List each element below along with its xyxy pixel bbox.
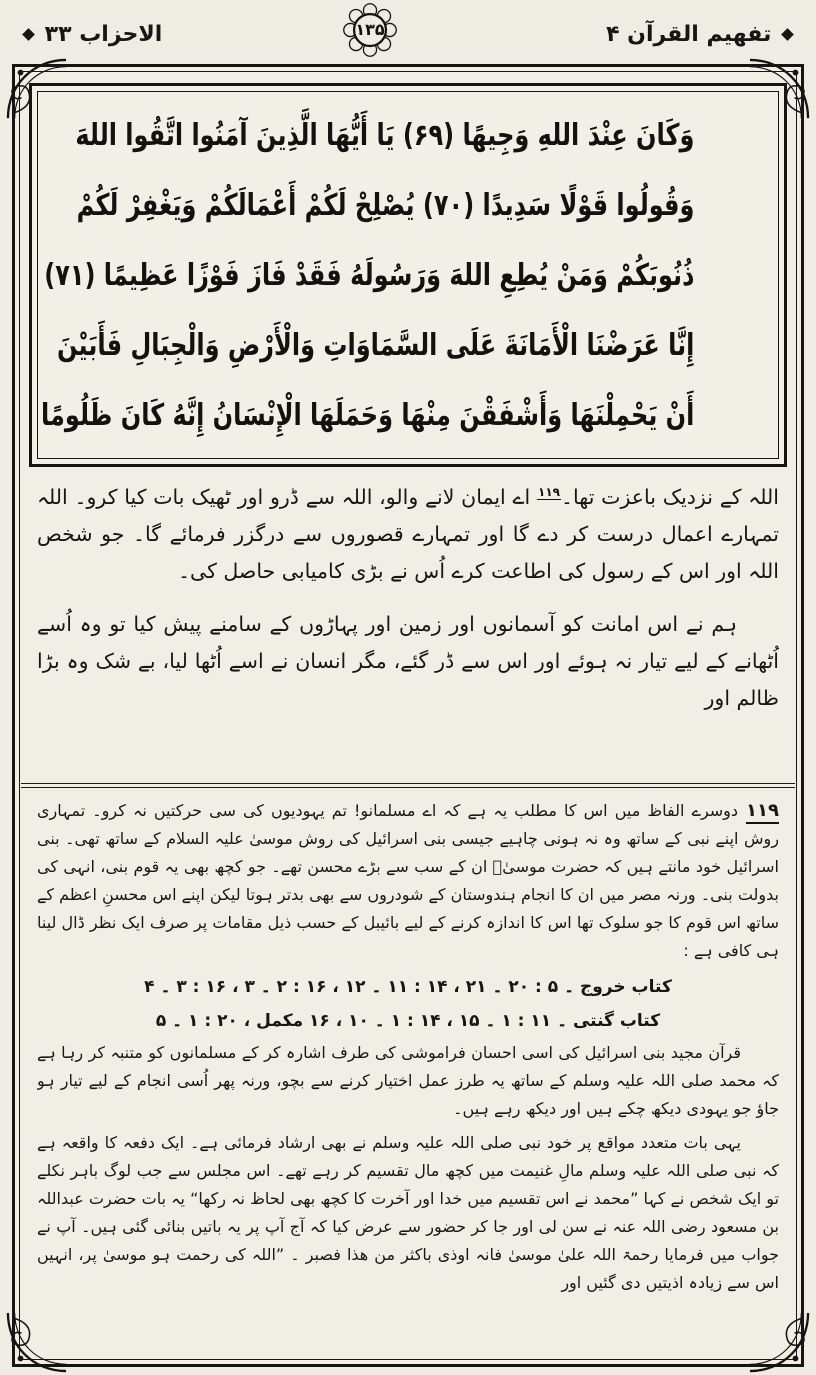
page-header — [14, 6, 802, 62]
footnote-number: ۱۱۹ — [746, 800, 779, 824]
header-ornament-icon — [781, 28, 794, 41]
footnote-paragraph: یہی بات متعدد مواقع پر خود نبی صلی اللہ علیہ وسلم نے بھی ارشاد فرمائی ہے۔ ایک دفعہ کا واقعہ ہے کہ نبی صلی اللہ علیہ وسلم مالِ غنیمت میں کچھ مال تقسیم کر رہے تھے۔ اس مجلس سے جب لوگ باہر نکلے تو ایک شخص نے کہا ”محمد نے اس تقسیم میں خدا اور آخرت کا کچھ بھی لحاظ نہ رکھا“ یہ بات حضرت عبداللہ بن مسعود رضی اللہ عنہ نے سن لی اور جا کر حضور سے عرض کیا کہ آج آپ پر یہ باتیں بنائی گئی ہیں۔ آپ نے جواب میں فرمایا رحمۃ اللہ علیٰ موسیٰ فانہ اوذی باکثر من ھذا فصبر ۔ ”اللہ کی رحمت ہو موسیٰ پر، انہیں اس سے زیادہ اذیتیں دی گئیں اور — [37, 1133, 779, 1292]
corner-flourish-icon — [748, 1311, 810, 1373]
bible-reference-line: کتاب خروج ۔ ۵ : ۲۰ ۔ ۲۱ ، ۱۴ : ۱۱ ۔ ۱۲ ، ۱۶ : ۲ ۔ ۳ ، ۱۶ : ۳ ۔ ۴ — [144, 977, 672, 997]
translation-paragraph — [37, 479, 779, 590]
surah-name-text: الاحزاب ٣٣ — [44, 21, 163, 47]
footnote-paragraph — [37, 797, 779, 965]
translation-text: اللہ کے نزدیک باعزت تھا۔ — [560, 485, 779, 509]
footnote-text: دوسرے الفاظ میں اس کا مطلب یہ ہے کہ اے مسلمانو! تم یہودیوں کی سی حرکتیں نہ کرو۔ تمہاری روش اپنے نبی کے ساتھ وہ نہ ہونی چاہیے جیسی بنی اسرائیل کی روش موسیٰ علیہ السلام کے ساتھ تھی۔ بنی اسرائیل خود مانتے ہیں کہ حضرت موسیٰؑ ان کے سب سے بڑے محسن تھے۔ جو کچھ بھی یہ قوم بنی، انہی کی بدولت بنی۔ ورنہ مصر میں ان کا انجام ہندوستان کے شودروں سے بھی بدتر ہوتا لیکن اپنے اس محسنِ اعظم کے ساتھ اس قوم کا جو سلوک تھا اس کا اندازہ کرنے کے لیے بائیبل کے حسب ذیل مقامات پر صرف ایک نظر ڈال لینا ہی کافی ہے : — [37, 801, 779, 960]
quran-line: إِنَّا عَرَضْنَا الْأَمَانَةَ عَلَى السَّمَاوَاتِ وَالْأَرْضِ وَالْجِبَالِ فَأَبَيْنَ — [56, 327, 695, 363]
ornamental-frame — [12, 64, 804, 1367]
section-divider — [21, 783, 795, 788]
translation-section — [37, 479, 779, 775]
page-number: ۱۳۵ — [355, 20, 385, 39]
quran-text-panel — [37, 91, 779, 459]
quran-line: وَقُولُوا قَوْلًا سَدِيدًا (۷۰) يُصْلِحْ لَكُمْ أَعْمَالَكُمْ وَيَغْفِرْ لَكُمْ — [76, 187, 695, 223]
surah-name — [14, 22, 168, 47]
header-ornament-icon — [22, 28, 35, 41]
corner-flourish-icon — [748, 58, 810, 120]
book-title — [600, 22, 802, 47]
corner-flourish-icon — [6, 58, 68, 120]
translation-text: اے ایمان لانے والو، اللہ سے ڈرو اور ٹھیک بات کیا کرو۔ اللہ تمہارے اعمال درست کر دے گا اور تمہارے قصوروں سے درگزر فرمائے گا۔ جو شخص اللہ اور اس کے رسول کی اطاعت کرے اُس نے بڑی کامیابی حاصل کی۔ — [37, 485, 779, 583]
footnotes-section — [37, 797, 779, 1358]
quran-line: وَكَانَ عِنْدَ اللهِ وَجِيهًا (۶۹) يَا أَيُّهَا الَّذِينَ آمَنُوا اتَّقُوا اللهَ — [75, 117, 695, 153]
quran-line: ذُنُوبَكُمْ وَمَنْ يُطِعِ اللهَ وَرَسُولَهُ فَقَدْ فَازَ فَوْزًا عَظِيمًا (۷۱) — [44, 257, 695, 293]
bible-reference-line: کتاب گنتی ۔ ۱۱ : ۱ ۔ ۱۵ ، ۱۴ : ۱ ۔ ۱۰ ، ۱۶ مکمل ، ۲۰ : ۱ ۔ ۵ — [155, 1011, 661, 1031]
footnote-marker: ۱۱۹ — [538, 485, 560, 500]
corner-flourish-icon — [6, 1311, 68, 1373]
page-number-medallion — [340, 0, 400, 60]
quran-text-frame — [29, 83, 787, 467]
footnote-paragraph: قرآن مجید بنی اسرائیل کی اسی احسان فراموشی کی طرف اشارہ کر کے مسلمانوں کو متنبہ کر رہا ہے کہ محمد صلی اللہ علیہ وسلم کے ساتھ یہ طرز عمل اختیار کرنے سے بچو، ورنہ پھر اُسی انجام کے لیے تیار ہو جاؤ جو یہودی دیکھ چکے ہیں اور دیکھ رہے ہیں۔ — [37, 1043, 779, 1118]
quran-line: أَنْ يَحْمِلْنَهَا وَأَشْفَقْنَ مِنْهَا وَحَمَلَهَا الْإِنْسَانُ إِنَّهُ كَانَ ظَلُومًا — [41, 397, 695, 433]
translation-paragraph: ہم نے اس امانت کو آسمانوں اور زمین اور پہاڑوں کے سامنے پیش کیا تو وہ اُسے اُٹھانے کے لیے تیار نہ ہوئے اور اس سے ڈر گئے، مگر انسان نے اسے اُٹھا لیا، بے شک وہ بڑا ظالم اور — [37, 612, 779, 710]
book-title-text: تفهيم القرآن ۴ — [606, 21, 772, 47]
